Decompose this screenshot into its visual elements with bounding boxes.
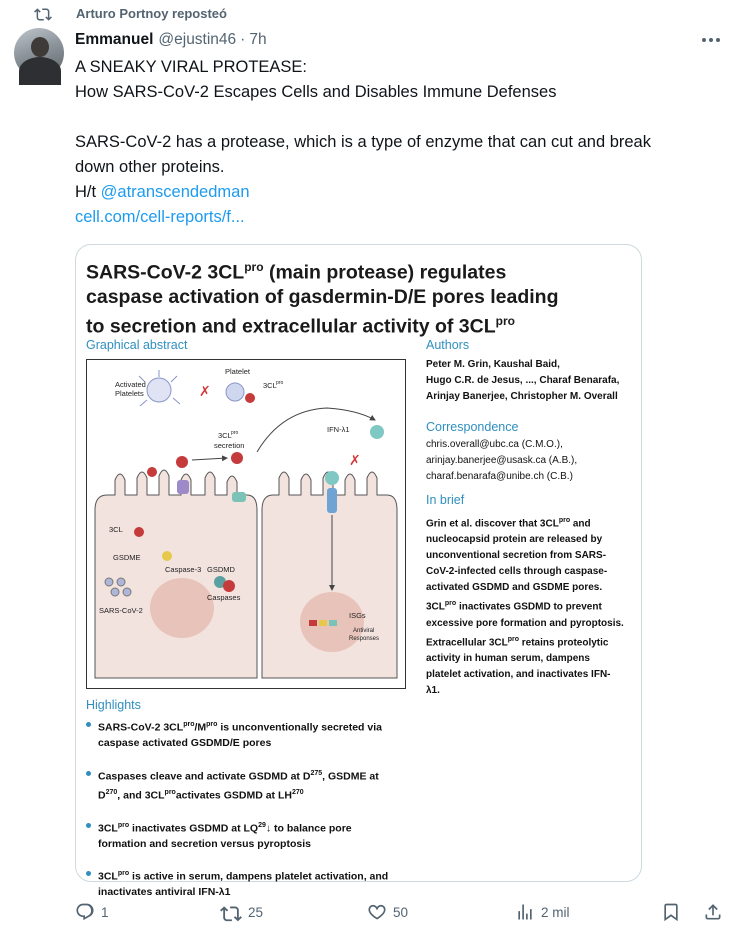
authors-list: Peter M. Grin, Kaushal Baid, Hugo C.R. de Jesus, ..., Charaf Benarafa, Arinjay Banerjee, Christopher M. Overall	[426, 359, 620, 402]
views-icon	[515, 902, 535, 922]
label-caspase3: Caspase-3	[165, 565, 202, 574]
tweet-line: A SNEAKY VIRAL PROTEASE:	[75, 58, 308, 76]
mention-link[interactable]: @atranscendedman	[100, 183, 250, 201]
reply-count: 1	[101, 904, 109, 920]
graphical-abstract-heading: Graphical abstract	[86, 338, 188, 352]
repost-indicator[interactable]	[34, 3, 227, 23]
tweet-line	[75, 205, 735, 230]
media-card[interactable]	[75, 244, 642, 898]
bookmark-button[interactable]	[661, 900, 687, 924]
highlight-item: SARS-CoV-2 $3CL^{pro}/M^{pro}$ is unconventionally secreted via caspase activated GSDMD/E pores	[84, 717, 414, 752]
highlight-item: $3CL^{pro}$ is active in serum, dampens platelet activation, and inactivates antiviral IFN-λ1	[84, 866, 414, 901]
tweet-header	[75, 30, 267, 50]
correspondence-heading: Correspondence	[426, 420, 519, 434]
timestamp[interactable]: 7h	[249, 31, 267, 48]
authors-heading: Authors	[426, 338, 470, 352]
separator-dot: ·	[240, 31, 246, 48]
highlight-item: $3CL^{pro}$ inactivates GSDMD at LQ$^{29}$↓ to balance pore formation and secretion versus pyroptosis	[84, 818, 414, 853]
label-gsdmd: GSDMD	[207, 565, 235, 574]
label-3clpro: 3CL	[263, 381, 277, 390]
tweet-line: How SARS-CoV-2 Escapes Cells and Disables Immune Defenses	[75, 83, 557, 101]
more-icon	[701, 37, 721, 43]
like-count: 50	[393, 904, 409, 920]
author-handle[interactable]: @ejustin46	[158, 31, 237, 48]
paper-title: SARS-CoV-2 $3CL^{pro}$ (main protease) regulates caspase activation of gasdermin-D/E pores leading to secretion and extracellular activity of $3CL^{pro}$	[86, 260, 559, 337]
repost-action-icon	[220, 902, 242, 922]
avatar[interactable]	[14, 28, 64, 78]
inbrief-heading: In brief	[426, 493, 465, 507]
reply-button[interactable]	[75, 900, 109, 924]
author-name[interactable]: Emmanuel	[75, 31, 154, 48]
bookmark-icon	[661, 902, 681, 922]
reply-icon	[75, 902, 95, 922]
label-isgs: ISGs	[349, 611, 366, 620]
highlight-item: Caspases cleave and activate GSDMD at $D^{275}$, GSDME at $D^{270}$, and $3CL^{pro}activates$ GSDMD at LH$^{270}$	[84, 766, 414, 804]
label-platelets: Platelets	[115, 389, 144, 398]
highlights-list	[84, 717, 414, 915]
like-button[interactable]	[367, 900, 408, 924]
repost-text: Arturo Portnoy reposteó	[76, 5, 227, 21]
svg-text:✗: ✗	[199, 384, 211, 400]
tweet-actions	[75, 900, 725, 924]
label-secretion: secretion	[214, 441, 245, 450]
inbrief-text: Grin et al. discover that $3CL^{pro}$ and nucleocapsid protein are released by unconventional secretion from SARS- CoV-2-infected cells through caspase- activated GSDMD and GSDME pores. $3CL^{pro}$ inactivates GSDMD to prevent excessive pore formation and pyroptosis. Extracellular $3CL^{pro}$ retains proteolytic activity in human serum, dampens platelet activation, and inactivates IFN- λ1.	[426, 517, 624, 696]
repost-icon	[34, 5, 52, 21]
label-caspases: Caspases	[207, 593, 241, 602]
tweet-line: SARS-CoV-2 has a protease, which is a type of enzyme that can cut and break	[75, 133, 651, 151]
highlights-heading: Highlights	[86, 698, 141, 712]
views-button[interactable]	[515, 900, 570, 924]
tweet-text	[75, 55, 735, 230]
ht-prefix: H/t	[75, 183, 101, 201]
label-ifn: IFN-λ1	[327, 425, 350, 434]
graphical-abstract	[86, 359, 406, 689]
label-responses: Responses	[349, 636, 380, 642]
label-antiviral: Antiviral	[353, 628, 375, 634]
correspondence-list: chris.overall@ubc.ca (C.M.O.), arinjay.banerjee@usask.ca (A.B.), charaf.benarafa@unibe.ch (C.B.)	[426, 439, 578, 482]
views-count: 2 mil	[541, 904, 570, 920]
tweet-line: down other proteins.	[75, 158, 225, 176]
label-3clpro-cell: 3CL	[109, 525, 123, 534]
label-gsdme: GSDME	[113, 553, 141, 562]
svg-text:✗: ✗	[349, 453, 361, 469]
svg-text:pro: pro	[231, 430, 239, 436]
svg-text:pro: pro	[276, 380, 284, 386]
article-link[interactable]: cell.com/cell-reports/f...	[75, 208, 245, 226]
label-sarscov2: SARS-CoV-2	[99, 606, 143, 615]
label-activated: Activated	[115, 380, 146, 389]
tweet-line	[75, 180, 735, 205]
repost-button[interactable]	[220, 900, 263, 924]
repost-count: 25	[248, 904, 264, 920]
share-button[interactable]	[703, 900, 729, 924]
label-platelet: Platelet	[225, 367, 251, 376]
share-icon	[703, 902, 723, 922]
heart-icon	[367, 902, 387, 922]
more-options-button[interactable]	[700, 30, 722, 50]
label-3clpro-secretion: 3CL	[218, 431, 232, 440]
